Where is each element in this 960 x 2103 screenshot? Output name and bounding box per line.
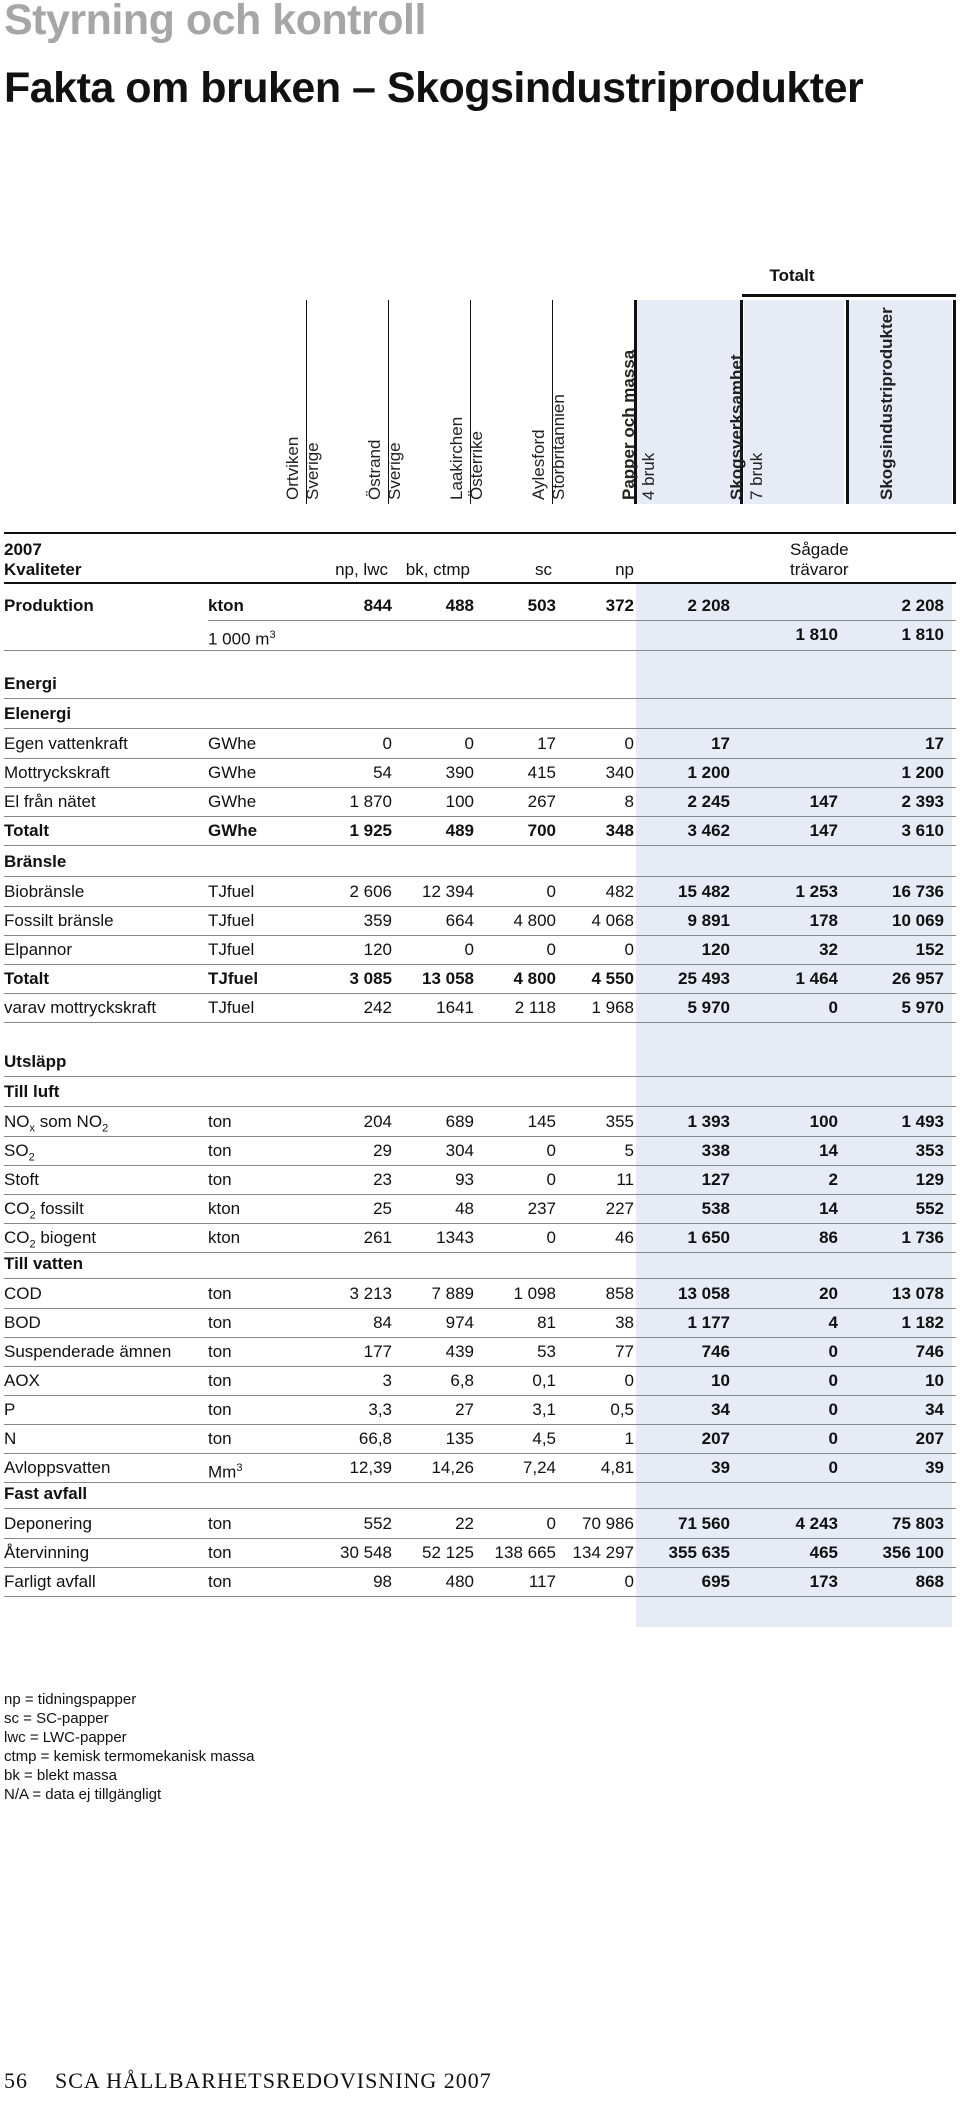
cell: 3 213 — [349, 1284, 392, 1303]
footnote: lwc = LWC-papper — [4, 1729, 127, 1746]
row-label: Återvinning — [4, 1543, 90, 1562]
footnote: bk = blekt massa — [4, 1767, 117, 1784]
row-label: N — [4, 1429, 17, 1448]
table-row — [4, 1539, 956, 1567]
section-utslapp: Utsläpp — [4, 1052, 67, 1071]
cell: 135 — [445, 1429, 474, 1448]
cell: 145 — [527, 1112, 556, 1131]
cell: 359 — [363, 911, 392, 930]
row-unit: kton — [208, 1228, 241, 1247]
cell: 12 394 — [422, 882, 474, 901]
row-rule — [4, 650, 956, 651]
cell: 0 — [624, 940, 634, 959]
row-unit: GWhe — [208, 734, 257, 753]
cell: 0,1 — [532, 1371, 556, 1390]
cell: 84 — [373, 1313, 392, 1332]
cell: 415 — [527, 763, 556, 782]
cell: 27 — [455, 1400, 474, 1419]
page-number: 56 — [4, 2068, 28, 2093]
table-row — [4, 1137, 956, 1165]
table-row — [4, 994, 956, 1022]
row-label: Suspenderade ämnen — [4, 1342, 172, 1361]
row-unit: ton — [208, 1313, 232, 1332]
cell: 353 — [915, 1141, 944, 1160]
cell: 1 — [624, 1429, 634, 1448]
cell: 1 736 — [901, 1228, 944, 1247]
table-row — [4, 1166, 956, 1194]
row-rule — [4, 1022, 956, 1023]
row-unit: ton — [208, 1112, 232, 1131]
page-footer — [4, 2068, 492, 2094]
cell: 173 — [809, 1572, 838, 1591]
cell: 4 550 — [591, 969, 634, 988]
cell: 138 665 — [494, 1543, 556, 1562]
cell: 0 — [828, 1429, 838, 1448]
footer-text: SCA HÅLLBARHETSREDOVISNING 2007 — [55, 2068, 492, 2093]
table-row — [4, 788, 956, 816]
section-till-vatten: Till vatten — [4, 1254, 84, 1273]
cell: 482 — [605, 882, 634, 901]
footnote: ctmp = kemisk termomekanisk massa — [4, 1748, 255, 1765]
cell: 98 — [373, 1572, 392, 1591]
cell: 17 — [537, 734, 556, 753]
cell: 4,5 — [532, 1429, 556, 1448]
cell: 46 — [615, 1228, 634, 1247]
totalt-header: Totalt — [769, 266, 815, 285]
cell: 0 — [546, 940, 556, 959]
cell: 0 — [624, 1371, 634, 1390]
section-bransle: Bränsle — [4, 852, 67, 871]
cell: 39 — [925, 1458, 944, 1477]
cell: 2 606 — [349, 882, 392, 901]
cell: 25 493 — [678, 969, 730, 988]
row-rule — [4, 1076, 956, 1077]
row-unit: kton — [208, 1199, 241, 1218]
cell: 0,5 — [610, 1400, 634, 1419]
cell: 4 068 — [591, 911, 634, 930]
cell: 152 — [915, 940, 944, 959]
cell: 2 245 — [687, 792, 730, 811]
row-rule — [4, 1252, 956, 1253]
cell: 3 610 — [901, 821, 944, 840]
row-label: Deponering — [4, 1514, 92, 1533]
table-row — [4, 907, 956, 935]
cell: 4,81 — [600, 1458, 634, 1477]
table-row — [4, 1195, 956, 1223]
cell: 1 464 — [795, 969, 838, 988]
row-unit: TJfuel — [208, 969, 259, 988]
cell: 538 — [701, 1199, 730, 1218]
row-rule — [4, 1596, 956, 1597]
row-label: $CO_2$ biogent — [4, 1228, 97, 1251]
row-label: Elpannor — [4, 940, 73, 959]
cell: 1 870 — [349, 792, 392, 811]
cell: 207 — [701, 1429, 730, 1448]
cell: 134 297 — [572, 1543, 634, 1562]
row-rule — [4, 1278, 956, 1279]
row-rule — [4, 845, 956, 846]
cell: 2 393 — [901, 792, 944, 811]
cell: 1641 — [436, 998, 474, 1017]
cell: 147 — [809, 792, 838, 811]
cell: 7,24 — [522, 1458, 556, 1477]
cell: 0 — [546, 1141, 556, 1160]
row-label: $CO_2$ fossilt — [4, 1199, 84, 1222]
cell: 552 — [363, 1514, 392, 1533]
table-row — [4, 1280, 956, 1308]
cell: 489 — [445, 821, 474, 840]
cell: 0 — [546, 882, 556, 901]
cell: 16 736 — [892, 882, 944, 901]
cell: 0 — [382, 734, 392, 753]
cell: 9 891 — [687, 911, 730, 930]
cell: 356 100 — [882, 1543, 944, 1562]
row-label: $SO_2$ — [4, 1141, 35, 1164]
table-row — [4, 965, 956, 993]
table-row — [4, 730, 956, 758]
year-label: 2007 — [4, 540, 42, 559]
row-label: El från nätet — [4, 792, 96, 811]
row-unit: ton — [208, 1572, 232, 1591]
row-unit: TJfuel — [208, 911, 255, 930]
cell: 93 — [455, 1170, 474, 1189]
cell: 81 — [537, 1313, 556, 1332]
cell: 22 — [455, 1514, 474, 1533]
cell: 13 058 — [422, 969, 474, 988]
row-unit: TJfuel — [208, 882, 255, 901]
cell: 14,26 — [431, 1458, 474, 1477]
row-unit: Mm$^3$ — [208, 1462, 243, 1482]
table-row — [4, 1454, 956, 1482]
quality-aylesford: np — [615, 560, 634, 579]
row-label: P — [4, 1400, 16, 1419]
cell: 267 — [527, 792, 556, 811]
cell: 66,8 — [358, 1429, 392, 1448]
table-row — [4, 936, 956, 964]
cell: 8 — [624, 792, 634, 811]
cell: 237 — [527, 1199, 556, 1218]
cell: 1 393 — [687, 1112, 730, 1131]
column-header-aylesford: Aylesford Storbritannien — [552, 300, 553, 504]
cell: 3 — [382, 1371, 392, 1390]
table-row — [4, 759, 956, 787]
row-unit: GWhe — [208, 792, 257, 811]
cell: 261 — [363, 1228, 392, 1247]
cell: 20 — [819, 1284, 838, 1303]
cell: 75 803 — [892, 1514, 944, 1533]
cell: 10 — [925, 1371, 944, 1390]
cell: 858 — [605, 1284, 634, 1303]
header-rule — [4, 532, 956, 534]
cell: 34 — [925, 1400, 944, 1419]
section-elenergi: Elenergi — [4, 704, 72, 723]
quality-ortviken: np, lwc — [335, 560, 388, 579]
cell: 552 — [915, 1199, 944, 1218]
cell: 868 — [915, 1572, 944, 1591]
cell: 700 — [527, 821, 556, 840]
table-row — [4, 1568, 956, 1596]
cell: 23 — [373, 1170, 392, 1189]
cell: 3 462 — [687, 821, 730, 840]
cell: 0 — [624, 734, 634, 753]
totalt-rule — [742, 294, 956, 297]
row-label: Totalt — [4, 821, 50, 840]
table-row-produktion: Produktion kton 844 488 503 372 2 208 2 208 — [4, 596, 944, 615]
cell: 0 — [464, 940, 474, 959]
cell: 117 — [528, 1572, 556, 1591]
qualities-label: Kvaliteter — [4, 560, 82, 579]
cell: 4 — [828, 1313, 838, 1332]
cell: 54 — [373, 763, 392, 782]
row-label: Fossilt bränsle — [4, 911, 114, 930]
cell: 0 — [546, 1170, 556, 1189]
cell: 695 — [701, 1572, 730, 1591]
table-row-produktion-volume: 1 000 $m^3$ 1 810 1 810 — [208, 625, 944, 649]
section-till-luft: Till luft — [4, 1082, 60, 1101]
row-label: Farligt avfall — [4, 1572, 96, 1591]
cell: 1 177 — [687, 1313, 730, 1332]
row-unit: ton — [208, 1514, 232, 1533]
row-rule — [4, 876, 956, 877]
cell: 71 560 — [678, 1514, 730, 1533]
cell: 390 — [445, 763, 474, 782]
cell: 53 — [537, 1342, 556, 1361]
cell: 0 — [828, 1400, 838, 1419]
cell: 25 — [373, 1199, 392, 1218]
cell: 120 — [363, 940, 392, 959]
quality-laakirchen: sc — [535, 560, 552, 579]
cell: 1 253 — [795, 882, 838, 901]
cell: 3,1 — [532, 1400, 556, 1419]
cell: 340 — [605, 763, 634, 782]
cell: 207 — [915, 1429, 944, 1448]
cell: 480 — [445, 1572, 474, 1591]
row-unit: ton — [208, 1429, 232, 1448]
cell: 120 — [701, 940, 730, 959]
quality-sawn-1: Sågade — [790, 540, 849, 559]
row-unit: ton — [208, 1284, 232, 1303]
cell: 664 — [445, 911, 474, 930]
table-row — [4, 817, 956, 845]
cell: 178 — [809, 911, 838, 930]
row-rule — [4, 1508, 956, 1509]
cell: 177 — [363, 1342, 392, 1361]
row-label: $NO_x$ som $NO_2$ — [4, 1112, 109, 1135]
cell: 147 — [809, 821, 838, 840]
table-row — [4, 1510, 956, 1538]
row-label: varav mottryckskraft — [4, 998, 157, 1017]
cell: 12,39 — [349, 1458, 392, 1477]
column-header-laakirchen: Laakirchen Österrike — [470, 300, 471, 504]
cell: 0 — [464, 734, 474, 753]
table-row — [4, 1367, 956, 1395]
cell: 348 — [605, 821, 634, 840]
cell: 746 — [915, 1342, 944, 1361]
table-row — [4, 1224, 956, 1252]
cell: 86 — [819, 1228, 838, 1247]
cell: 242 — [363, 998, 392, 1017]
section-title: Styrning och kontroll — [4, 0, 426, 44]
cell: 70 986 — [582, 1514, 634, 1533]
cell: 100 — [445, 792, 474, 811]
table-row — [4, 1309, 956, 1337]
cell: 38 — [615, 1313, 634, 1332]
row-unit: TJfuel — [208, 940, 255, 959]
quality-sawn-2: trävaror — [790, 560, 849, 579]
cell: 5 970 — [687, 998, 730, 1017]
row-unit: ton — [208, 1400, 232, 1419]
row-unit: GWhe — [208, 821, 258, 840]
row-label: AOX — [4, 1371, 40, 1390]
cell: 1 968 — [591, 998, 634, 1017]
table-row — [4, 1425, 956, 1453]
cell: 7 889 — [431, 1284, 474, 1303]
cell: 1 200 — [687, 763, 730, 782]
cell: 0 — [828, 998, 838, 1017]
cell: 129 — [915, 1170, 944, 1189]
cell: 17 — [925, 734, 944, 753]
section-energi: Energi — [4, 674, 57, 693]
cell: 32 — [819, 940, 838, 959]
cell: 1343 — [436, 1228, 474, 1247]
cell: 39 — [711, 1458, 730, 1477]
cell: 17 — [711, 734, 730, 753]
cell: 227 — [605, 1199, 634, 1218]
cell: 48 — [455, 1199, 474, 1218]
row-label: Avloppsvatten — [4, 1458, 111, 1477]
footnotes — [4, 1690, 254, 1804]
cell: 0 — [624, 1572, 634, 1591]
cell: 2 118 — [514, 998, 556, 1017]
qualities-rule — [4, 582, 956, 584]
cell: 338 — [701, 1141, 730, 1160]
cell: 30 548 — [340, 1543, 392, 1562]
cell: 14 — [819, 1141, 838, 1160]
row-label: BOD — [4, 1313, 41, 1332]
row-unit: ton — [208, 1543, 232, 1562]
quality-ostrand: bk, ctmp — [405, 560, 470, 579]
cell: 204 — [363, 1112, 392, 1131]
cell: 1 493 — [901, 1112, 944, 1131]
row-label: Egen vattenkraft — [4, 734, 128, 753]
cell: 100 — [809, 1112, 838, 1131]
cell: 355 — [605, 1112, 634, 1131]
cell: 0 — [828, 1342, 838, 1361]
cell: 355 635 — [668, 1543, 730, 1562]
table-row — [4, 878, 956, 906]
column-header-skogsindustriprodukter: Skogsindustriprodukter — [846, 300, 956, 504]
table-row — [4, 1396, 956, 1424]
cell: 4 800 — [513, 911, 556, 930]
cell: 0 — [828, 1371, 838, 1390]
row-rule — [4, 698, 956, 699]
footnote: sc = SC-papper — [4, 1710, 109, 1727]
row-label: Biobränsle — [4, 882, 85, 901]
cell: 13 058 — [678, 1284, 730, 1303]
cell: 5 970 — [901, 998, 944, 1017]
cell: 1 098 — [513, 1284, 556, 1303]
row-unit: TJfuel — [208, 998, 255, 1017]
cell: 304 — [445, 1141, 474, 1160]
footnote: np = tidningspapper — [4, 1691, 137, 1708]
cell: 465 — [809, 1543, 838, 1562]
cell: 3 085 — [349, 969, 392, 988]
cell: 1 182 — [901, 1313, 944, 1332]
row-label: Stoft — [4, 1170, 39, 1189]
row-unit: ton — [208, 1141, 232, 1160]
cell: 439 — [445, 1342, 474, 1361]
cell: 13 078 — [892, 1284, 944, 1303]
cell: 4 243 — [795, 1514, 838, 1533]
column-header-papper-och-massa: Papper och massa 4 bruk — [634, 300, 637, 504]
cell: 127 — [701, 1170, 730, 1189]
row-unit: GWhe — [208, 763, 257, 782]
cell: 6,8 — [450, 1371, 474, 1390]
row-rule — [4, 728, 956, 729]
cell: 4 800 — [513, 969, 556, 988]
cell: 2 — [828, 1170, 838, 1189]
column-header-skogsverksamhet: Skogsverksamhet 7 bruk — [740, 300, 743, 504]
column-header-ortviken: Ortviken Sverige — [306, 300, 307, 504]
row-rule — [4, 1482, 956, 1483]
cell: 0 — [828, 1458, 838, 1477]
column-header-ostrand: Östrand Sverige — [388, 300, 389, 504]
cell: 689 — [445, 1112, 474, 1131]
row-unit: ton — [208, 1170, 232, 1189]
cell: 15 482 — [678, 882, 730, 901]
table-row — [4, 1338, 956, 1366]
row-label: Mottryckskraft — [4, 763, 110, 782]
cell: 746 — [701, 1342, 730, 1361]
cell: 26 957 — [892, 969, 944, 988]
cell: 0 — [546, 1514, 556, 1533]
section-fast-avfall: Fast avfall — [4, 1484, 88, 1503]
cell: 5 — [624, 1141, 634, 1160]
row-label: COD — [4, 1284, 42, 1303]
cell: 3,3 — [368, 1400, 392, 1419]
row-rule — [4, 1106, 956, 1107]
table-row — [4, 1108, 956, 1136]
cell: 10 069 — [892, 911, 944, 930]
cell: 11 — [616, 1170, 634, 1189]
row-label: Totalt — [4, 969, 50, 988]
cell: 34 — [711, 1400, 730, 1419]
cell: 10 — [711, 1371, 730, 1390]
cell: 52 125 — [422, 1543, 474, 1562]
cell: 14 — [819, 1199, 838, 1218]
footnote: N/A = data ej tillgängligt — [4, 1786, 162, 1803]
page-title: Fakta om bruken – Skogsindustriprodukter — [4, 64, 864, 112]
cell: 77 — [615, 1342, 634, 1361]
cell: 0 — [546, 1228, 556, 1247]
row-unit: ton — [208, 1342, 232, 1361]
cell: 1 200 — [901, 763, 944, 782]
cell: 974 — [445, 1313, 474, 1332]
cell: 1 650 — [687, 1228, 730, 1247]
row-unit: ton — [208, 1371, 232, 1390]
cell: 29 — [373, 1141, 392, 1160]
cell: 1 925 — [349, 821, 392, 840]
